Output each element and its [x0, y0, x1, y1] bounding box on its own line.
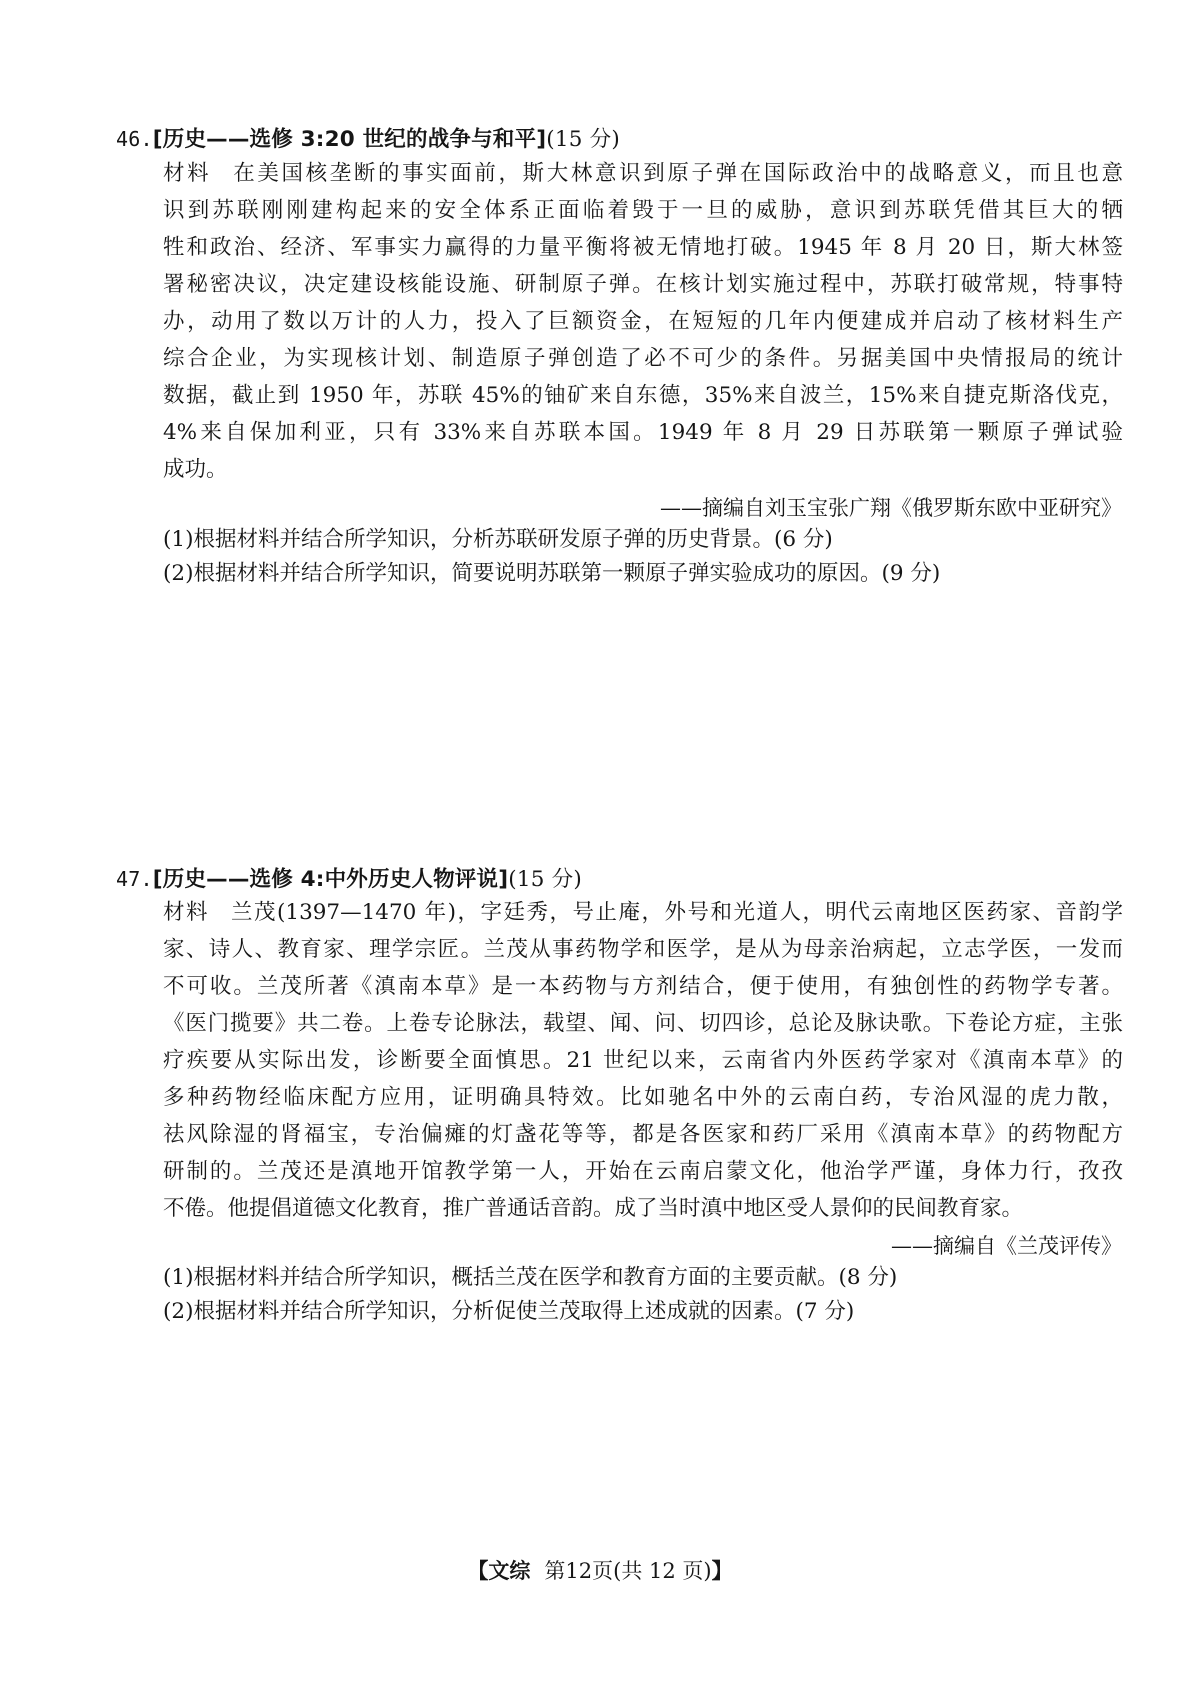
page-footer [0, 1556, 1200, 1586]
q46-material-line: 署秘密决议，决定建设核能设施、研制原子弹。在核计划实施过程中，苏联打破常规，特事特 [163, 272, 1123, 297]
footer-close-bracket: 】 [711, 1559, 733, 1583]
footer-open-bracket: 【 [467, 1559, 489, 1583]
footer-page-number: 第12页(共 12 页) [544, 1559, 712, 1583]
q46-number: 46. [116, 127, 153, 151]
q47-material-line: 《医门揽要》共二卷。上卷专论脉法，载望、闻、问、切四诊，总论及脉诀歌。下卷论方症，主张 [163, 1011, 1123, 1036]
q47-material-line: 疗疾要从实际出发，诊断要全面慎思。21 世纪以来，云南省内外医药学家对《滇南本草》的 [163, 1048, 1123, 1073]
footer-subject: 文综 [488, 1559, 531, 1583]
q46-material-line: 材料 在美国核垄断的事实面前，斯大林意识到原子弹在国际政治中的战略意义，而且也意 [163, 161, 1123, 186]
q46-material-line: 牲和政治、经济、军事实力赢得的力量平衡将被无情地打破。1945 年 8 月 20 日，斯大林签 [163, 235, 1123, 260]
q47-material-line: 研制的。兰茂还是滇地开馆教学第一人，开始在云南启蒙文化，他治学严谨，身体力行，孜孜 [163, 1159, 1123, 1184]
q47-material-line: 家、诗人、教育家、理学宗匠。兰茂从事药物学和医学，是从为母亲治病起，立志学医，一发而 [163, 937, 1123, 962]
q46-material-line: 4%来自保加利亚，只有 33%来自苏联本国。1949 年 8 月 29 日苏联第一颗原子弹试验 [163, 420, 1123, 445]
q46-material-line: 识到苏联刚刚建构起来的安全体系正面临着毁于一旦的威胁，意识到苏联凭借其巨大的牺 [163, 198, 1123, 223]
q47-material-label: 材料 [163, 900, 209, 925]
q46-material-line: 办，动用了数以万计的人力，投入了巨额资金，在短短的几年内便建成并启动了核材料生产 [163, 309, 1123, 334]
q46-points: (15 分) [546, 127, 620, 152]
q47-material-line: 多种药物经临床配方应用，证明确具特效。比如驰名中外的云南白药，专治风湿的虎力散， [163, 1085, 1123, 1110]
q46-question-1: (1)根据材料并结合所学知识，分析苏联研发原子弹的历史背景。(6 分) [163, 527, 833, 552]
q46-material-line: 成功。 [163, 457, 228, 482]
q47-material-line: 不可收。兰茂所著《滇南本草》是一本药物与方剂结合，便于使用，有独创性的药物学专著。 [163, 974, 1123, 999]
q46-source: ——摘编自刘玉宝张广翔《俄罗斯东欧中亚研究》 [660, 496, 1122, 520]
q46-material-line: 数据，截止到 1950 年，苏联 45%的铀矿来自东德，35%来自波兰，15%来自捷克斯洛伐克， [163, 383, 1123, 408]
q47-question-2: (2)根据材料并结合所学知识，分析促使兰茂取得上述成就的因素。(7 分) [163, 1299, 855, 1324]
q47-title [116, 864, 582, 895]
q46-material-line: 综合企业，为实现核计划、制造原子弹创造了必不可少的条件。另据美国中央情报局的统计 [163, 346, 1123, 371]
q47-source: ——摘编自《兰茂评传》 [891, 1234, 1122, 1258]
q47-number: 47. [116, 867, 153, 891]
q46-heading: [历史——选修 3:20 世纪的战争与和平] [152, 127, 547, 152]
q47-points: (15 分) [508, 867, 582, 892]
q47-question-1: (1)根据材料并结合所学知识，概括兰茂在医学和教育方面的主要贡献。(8 分) [163, 1265, 898, 1290]
q46-title [116, 124, 620, 155]
q47-heading: [历史——选修 4:中外历史人物评说] [152, 867, 509, 892]
q47-material-line: 不倦。他提倡道德文化教育，推广普通话音韵。成了当时滇中地区受人景仰的民间教育家。 [163, 1196, 1024, 1221]
q47-material-line: 材料 兰茂(1397—1470 年)，字廷秀，号止庵，外号和光道人，明代云南地区医药家、音韵学 [163, 900, 1123, 925]
q46-question-2: (2)根据材料并结合所学知识，简要说明苏联第一颗原子弹实验成功的原因。(9 分) [163, 561, 941, 586]
q46-material-label: 材料 [163, 161, 212, 186]
q47-material-line: 祛风除湿的肾福宝，专治偏瘫的灯盏花等等，都是各医家和药厂采用《滇南本草》的药物配方 [163, 1122, 1123, 1147]
